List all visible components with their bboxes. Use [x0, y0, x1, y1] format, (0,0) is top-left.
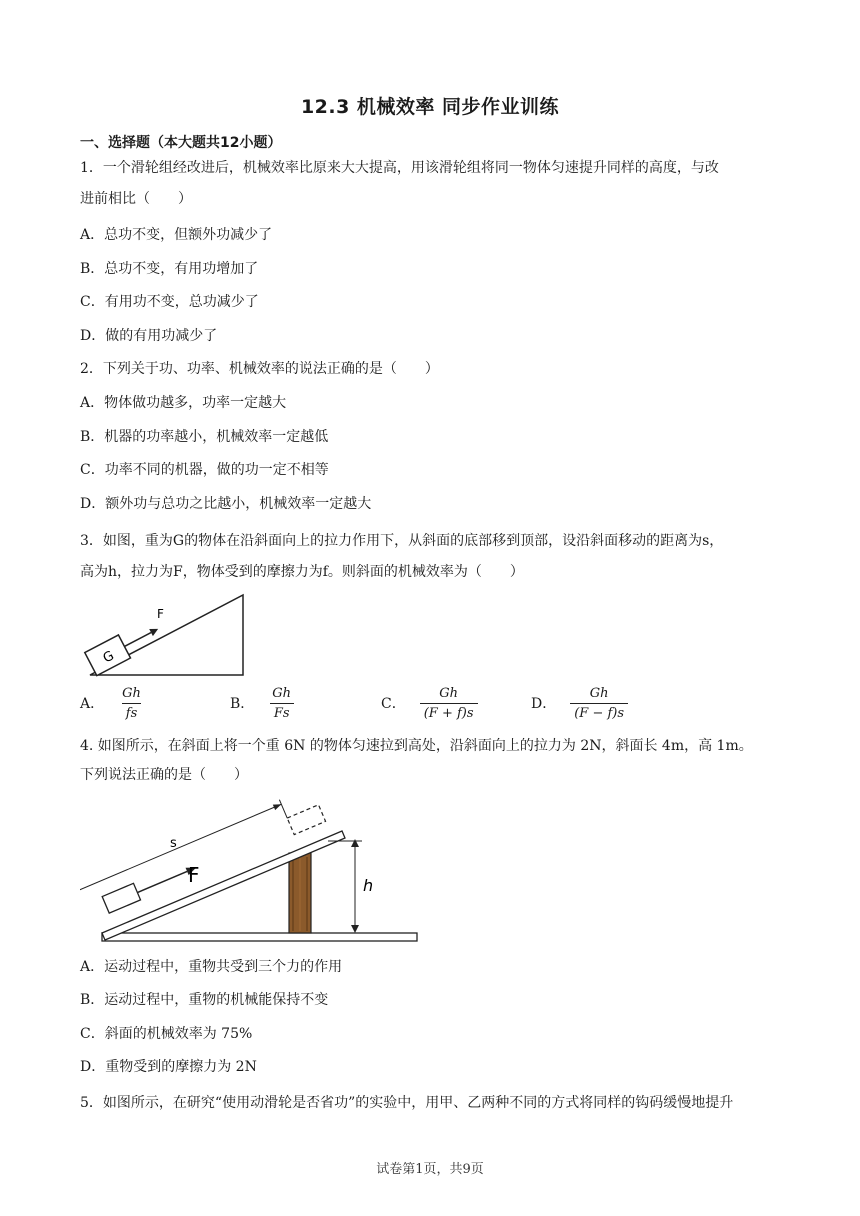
denominator: fs [122, 703, 141, 721]
denominator: (F − f)s [570, 703, 628, 721]
question-3-option-d [531, 683, 628, 723]
incline-figure-q4 [80, 795, 425, 945]
numerator: Gh [272, 685, 292, 701]
denominator: Fs [270, 703, 294, 721]
question-4-option-c: C．斜面的机械效率为 75% [80, 1026, 253, 1042]
fraction [268, 686, 295, 721]
option-letter: C． [381, 696, 406, 712]
question-2-option-c: C．功率不同的机器，做的功一定不相等 [80, 462, 329, 478]
numerator: Gh [122, 685, 141, 701]
question-3-text-line2: 高为h，拉力为F，物体受到的摩擦力为f。则斜面的机械效率为（ ） [80, 564, 524, 580]
question-1-text-line1: 1．一个滑轮组经改进后，机械效率比原来大大提高，用该滑轮组将同一物体匀速提升同样的高度，与改 [80, 160, 719, 176]
incline-figure-q3 [80, 590, 260, 680]
question-2-option-d: D．额外功与总功之比越小，机械效率一定越大 [80, 496, 372, 512]
question-2-option-b: B．机器的功率越小，机械效率一定越低 [80, 429, 329, 445]
question-4-option-a: A．运动过程中，重物共受到三个力的作用 [80, 959, 343, 975]
numerator: Gh [589, 685, 609, 701]
question-5-text-line1: 5．如图所示，在研究“使用动滑轮是否省功”的实验中，用甲、乙两种不同的方式将同样的钩码缓慢地提升 [80, 1095, 734, 1111]
option-letter: A． [80, 696, 105, 712]
question-2-text: 2．下列关于功、功率、机械效率的说法正确的是（ ） [80, 361, 439, 377]
section-heading: 一、选择题（本大题共12小题） [80, 135, 282, 151]
numerator: Gh [439, 685, 458, 701]
fraction [118, 686, 145, 721]
question-1-option-c: C．有用功不变，总功减少了 [80, 294, 259, 310]
block-bottom [102, 883, 140, 913]
option-letter: D． [531, 696, 557, 712]
pull-arrow [137, 871, 187, 892]
s-label: s [170, 836, 177, 851]
option-letter: B． [230, 696, 255, 712]
page-title: 12.3 机械效率 同步作业训练 [300, 96, 560, 118]
height-label: h [363, 876, 374, 895]
force-label-q4: F [188, 863, 200, 887]
fraction [570, 686, 628, 721]
block-top-dashed [287, 805, 325, 835]
question-4-text-line1: 4. 如图所示，在斜面上将一个重 6N 的物体匀速拉到高处，沿斜面向上的拉力为 2N，斜面长 4m，高 1m。 [80, 738, 753, 754]
question-3-text-line1: 3．如图，重为G的物体在沿斜面向上的拉力作用下，从斜面的底部移到顶部，设沿斜面移动的距离为s， [80, 533, 724, 549]
question-4-text-line2: 下列说法正确的是（ ） [80, 767, 248, 783]
question-3-option-c [381, 683, 478, 723]
block-label: G [100, 648, 117, 667]
question-1-option-d: D．做的有用功减少了 [80, 328, 218, 344]
question-1-option-a: A．总功不变，但额外功减少了 [80, 227, 273, 243]
page-footer: 试卷第1页，共9页 [376, 1162, 484, 1177]
denominator: (F + f)s [420, 703, 478, 721]
question-2-option-a: A．物体做功越多，功率一定越大 [80, 395, 287, 411]
force-arrowhead [149, 625, 160, 636]
base-plate [102, 933, 417, 941]
question-3-option-b [230, 683, 295, 723]
question-1-text-line2: 进前相比（ ） [80, 191, 192, 207]
question-1-option-b: B．总功不变，有用功增加了 [80, 261, 259, 277]
question-4-option-d: D．重物受到的摩擦力为 2N [80, 1059, 257, 1075]
question-4-option-b: B．运动过程中，重物的机械能保持不变 [80, 992, 329, 1008]
force-label: F [157, 607, 164, 621]
question-3-option-a [80, 683, 145, 723]
fraction [420, 686, 478, 721]
